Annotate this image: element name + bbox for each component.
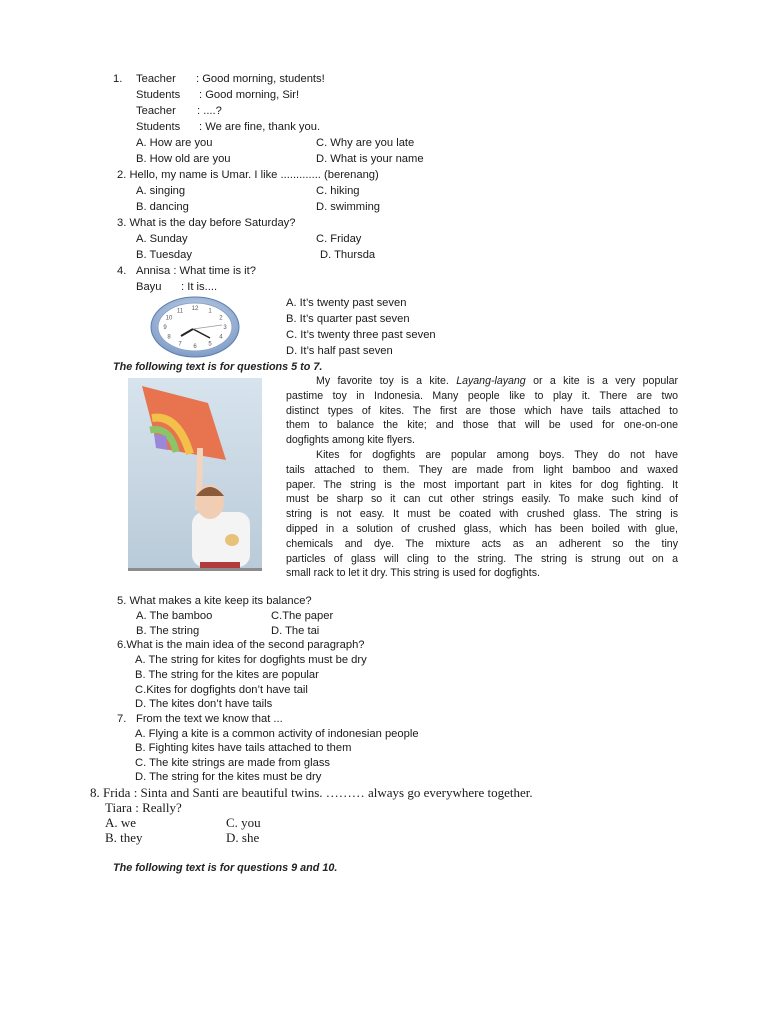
q4-number: 4. [117,265,127,277]
q1-line: : Good morning, students! [196,73,325,85]
clock-number: 8 [167,334,171,341]
q4-option-c: C. It’s twenty three past seven [286,329,436,341]
clock-number: 2 [219,315,223,322]
clock-number: 7 [178,341,182,348]
q4-option-b: B. It’s quarter past seven [286,313,410,325]
q4-option-d: D. It’s half past seven [286,345,393,357]
kite-boy-photo [128,378,262,571]
q4-option-a: A. It’s twenty past seven [286,297,407,309]
passage-line: chemicals and dye. The mixture acts as an adherent so the tiny [286,537,678,550]
q3-option-d: D. Thursda [320,249,376,261]
q2-option-d: D. swimming [316,201,381,213]
q3-question: 3. What is the day before Saturday? [117,217,296,229]
passage-line: My favorite toy is a kite. Layang-layang or a kite is a very popular [316,375,679,387]
q8-option-b: B. they [105,830,143,845]
q1-line: : Good morning, Sir! [199,89,300,101]
q8-line: Tiara : Really? [105,800,182,815]
clock-number: 6 [193,344,197,350]
q4-line: : It is.... [181,281,218,293]
clock-number: 3 [223,325,227,331]
passage-line: tails attached to them. They are made from light bamboo and waxed [286,463,678,476]
passage-line: must be sharp so it can cut other strings easily. To make such kind of [286,493,678,506]
q7-option-b: B. Fighting kites have tails attached to them [135,742,352,754]
q2-option-c: C. hiking [316,185,360,197]
q1-speaker: Students [136,89,181,101]
q6-option-b: B. The string for the kites are popular [135,669,319,681]
q7-option-d: D. The string for the kites must be dry [135,771,322,783]
passage-line: them to balance the kite; and those that will be used for one-on-one [286,419,678,432]
clock-number: 9 [163,325,167,331]
passage-line: paper. The string is the most important part in kites for dog fighting. It [286,478,678,491]
q2-option-b: B. dancing [136,201,189,213]
q1-line: : ....? [197,105,222,117]
q3-option-b: B. Tuesday [136,249,192,261]
clock-number: 4 [219,334,223,341]
passage-line: string is not easy. It must be coated with crushed glass. The string is [286,508,678,521]
passage-line: dogfights among kite flyers. [286,434,415,447]
q1-speaker: Teacher [136,73,176,85]
q1-option-c: C. Why are you late [316,137,415,149]
passage-intro-2: The following text is for questions 9 and 10. [113,862,338,874]
q7-number: 7. [117,713,127,725]
passage-line: pastime toy in Indonesia. Many people like to play it. There are two [286,389,678,402]
q1-speaker: Students [136,121,181,133]
q8-question: 8. Frida : Sinta and Santi are beautiful twins. ……… always go everywhere together. [90,785,533,800]
q4-line: Annisa : What time is it? [136,265,256,277]
passage-intro: The following text is for questions 5 to 7. [113,361,323,373]
q5-question: 5. What makes a kite keep its balance? [117,595,312,607]
q1-speaker: Teacher [136,105,176,117]
q7-question: From the text we know that ... [136,713,283,725]
q5-option-a: A. The bamboo [136,610,213,622]
clock-number: 12 [191,306,199,312]
q8-option-a: A. we [105,815,137,830]
q2-option-a: A. singing [136,185,186,197]
clock-number: 10 [165,315,173,322]
q1-line: : We are fine, thank you. [199,121,321,133]
q6-option-a: A. The string for kites for dogfights must be dry [135,654,367,666]
clock-image [150,296,240,358]
q4-speaker: Bayu [136,281,162,293]
q6-option-c: C.Kites for dogfights don’t have tail [135,684,308,696]
passage-line: dipped in a solution of crushed glass, which has been boiled with glue, [286,523,678,535]
q1-option-a: A. How are you [136,137,213,149]
q8-option-c: C. you [226,815,261,830]
q1-option-d: D. What is your name [316,153,424,165]
q5-option-b: B. The string [136,625,200,637]
q6-question: 6.What is the main idea of the second paragraph? [117,639,365,651]
q6-option-d: D. The kites don’t have tails [135,698,273,710]
passage-line: particles of glass will cling to the string. The string is strung out on a [286,552,678,565]
q3-option-a: A. Sunday [136,233,188,245]
q8-option-d: D. she [226,830,260,845]
q5-option-c: C.The paper [271,610,334,622]
q1-option-b: B. How old are you [136,153,231,165]
q2-question: 2. Hello, my name is Umar. I like ............. (berenang) [117,169,379,181]
clock-number: 1 [208,308,212,315]
clock-number: 11 [176,308,184,315]
q1-number: 1. [113,73,123,85]
q7-option-c: C. The kite strings are made from glass [135,757,331,769]
passage-line: small rack to let it dry. This string is used for dogfights. [286,567,540,580]
passage-line: distinct types of kites. The first are those which have tails attached to [286,404,678,417]
passage-line: Kites for dogfights are popular among boys. They do not have [316,449,678,461]
clock-number: 5 [208,341,212,348]
q5-option-d: D. The tai [271,625,320,637]
q7-option-a: A. Flying a kite is a common activity of indonesian people [135,728,419,740]
q3-option-c: C. Friday [316,233,362,245]
